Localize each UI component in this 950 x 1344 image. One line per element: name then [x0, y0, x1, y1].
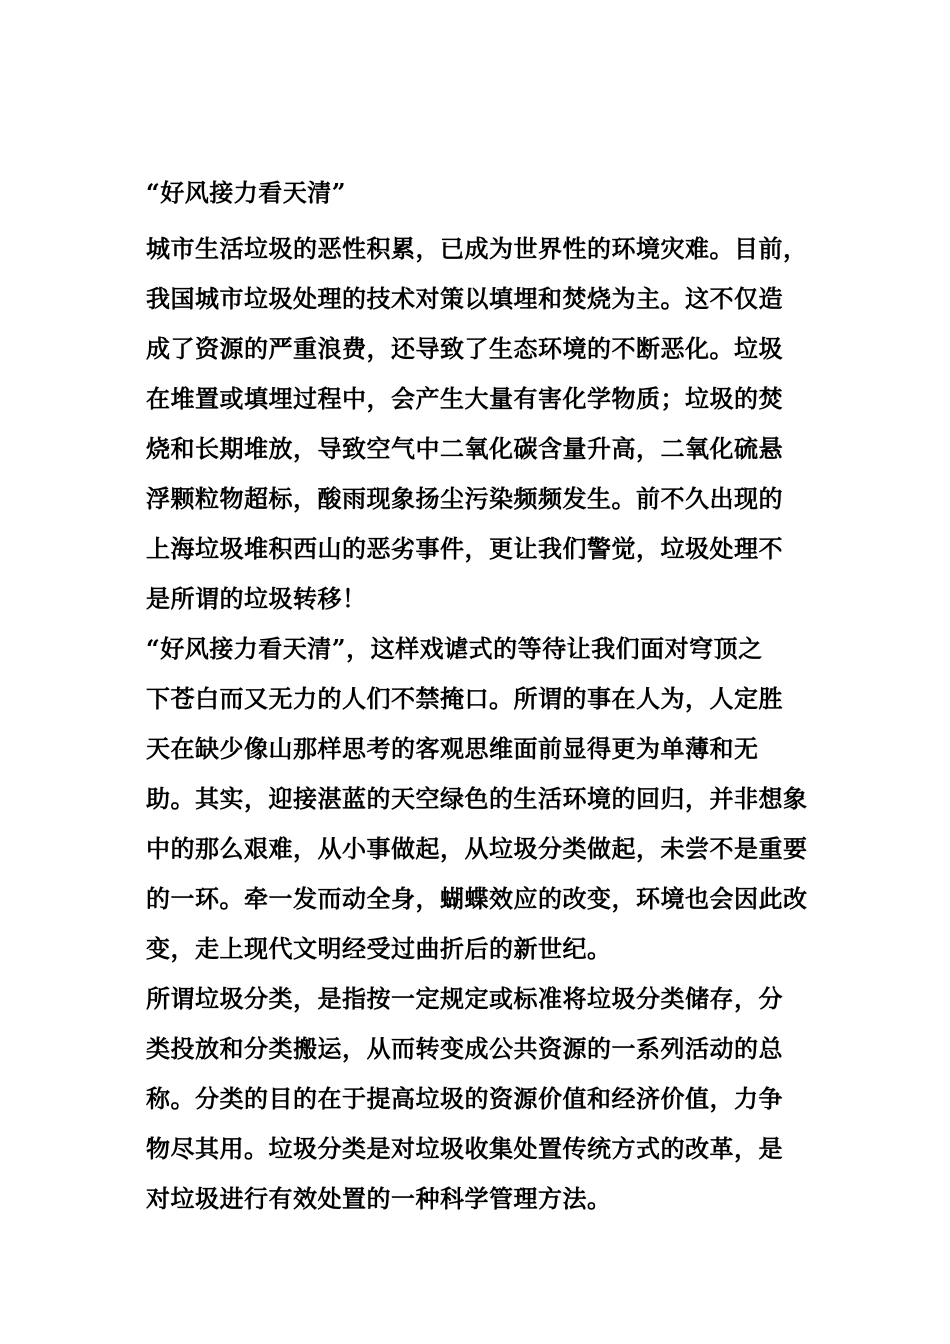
text-line-12: 助。其实，迎接湛蓝的天空绿色的生活环境的回归，并非想象 [146, 784, 808, 813]
text-line-16: 所谓垃圾分类，是指按一定规定或标准将垃圾分类储存，分 [146, 984, 783, 1013]
text-line-18: 称。分类的目的在于提高垃圾的资源价值和经济价值，力争 [146, 1084, 783, 1113]
text-line-7: 上海垃圾堆积西山的恶劣事件，更让我们警觉，垃圾处理不 [146, 534, 783, 563]
text-line-13: 中的那么艰难，从小事做起，从垃圾分类做起，未尝不是重要 [146, 834, 808, 863]
text-line-1: 城市生活垃圾的恶性积累，已成为世界性的环境灾难。目前， [146, 234, 808, 263]
text-line-15: 变，走上现代文明经受过曲折后的新世纪。 [146, 934, 612, 963]
text-line-2: 我国城市垃圾处理的技术对策以填埋和焚烧为主。这不仅造 [146, 284, 783, 313]
document-title: “好风接力看天清” [146, 178, 347, 207]
text-line-10: 下苍白而又无力的人们不禁掩口。所谓的事在人为，人定胜 [146, 684, 783, 713]
text-line-11: 天在缺少像山那样思考的客观思维面前显得更为单薄和无 [146, 734, 759, 763]
text-line-20: 对垃圾进行有效处置的一种科学管理方法。 [146, 1184, 612, 1213]
text-line-9: “好风接力看天清”，这样戏谑式的等待让我们面对穹顶之 [146, 634, 763, 663]
text-line-17: 类投放和分类搬运，从而转变成公共资源的一系列活动的总 [146, 1034, 783, 1063]
text-line-19: 物尽其用。垃圾分类是对垃圾收集处置传统方式的改革，是 [146, 1134, 783, 1163]
text-line-5: 烧和长期堆放，导致空气中二氧化碳含量升高，二氧化硫悬 [146, 434, 783, 463]
text-line-14: 的一环。牵一发而动全身，蝴蝶效应的改变，环境也会因此改 [146, 884, 808, 913]
text-line-8: 是所谓的垃圾转移！ [146, 584, 367, 613]
text-line-4: 在堆置或填埋过程中，会产生大量有害化学物质；垃圾的焚 [146, 384, 783, 413]
text-line-6: 浮颗粒物超标，酸雨现象扬尘污染频频发生。前不久出现的 [146, 484, 783, 513]
text-line-3: 成了资源的严重浪费，还导致了生态环境的不断恶化。垃圾 [146, 334, 783, 363]
